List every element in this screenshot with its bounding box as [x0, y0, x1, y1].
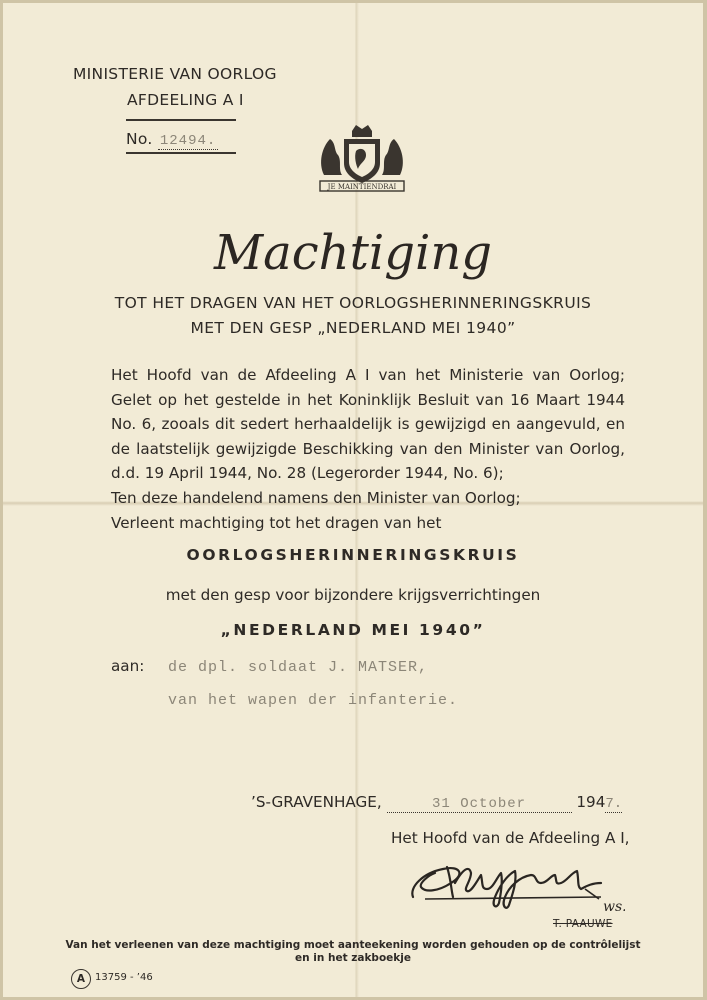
clasp-name: „NEDERLAND MEI 1940” [220, 621, 486, 639]
clasp-text: met den gesp voor bijzondere krijgsverrichtingen [165, 586, 541, 604]
recipient-label: aan: [111, 657, 145, 675]
dutch-coat-of-arms-icon [316, 125, 408, 195]
date-year-suffix: 7. [605, 796, 623, 812]
footer-line-1: Van het verleenen van deze machtiging moet aanteekening worden gehouden op de contrôlelijst [65, 939, 641, 951]
body-line: No. 6, zooals dit sedert herhaaldelijk is gewijzigd en aangevuld, en [111, 415, 625, 434]
date-place: ’S-GRAVENHAGE, [251, 793, 382, 811]
signatory-title: Het Hoofd van de Afdeeling A I, [391, 829, 630, 847]
number-value: 12494. [159, 133, 217, 149]
coat-of-arms [316, 125, 408, 195]
number-field [126, 130, 218, 149]
body-line: Verleent machtiging tot het dragen van het [111, 513, 442, 532]
body-line: d.d. 19 April 1944, No. 28 (Legerorder 1944, No. 6); [111, 464, 504, 483]
department-name: AFDEELING A I [127, 91, 244, 109]
date-year-prefix: 194 [576, 793, 606, 811]
body-text [111, 363, 625, 535]
number-label: No. [126, 130, 153, 148]
signature [405, 853, 625, 915]
header-rule-bottom [126, 152, 236, 154]
date-day-month-field [387, 793, 572, 813]
subtitle-line-1: TOT HET DRAGEN VAN HET OORLOGSHERINNERINGSKRUIS [114, 294, 592, 312]
body-line: Gelet op het gestelde in het Koninklijk Besluit van 16 Maart 1944 [111, 390, 625, 409]
award-name: OORLOGSHERINNERINGSKRUIS [186, 546, 520, 564]
handwritten-signature-icon [405, 853, 625, 915]
body-line: de laatstelijk gewijzigde Beschikking van den Minister van Oorlog, [111, 439, 625, 458]
document-page [3, 3, 703, 997]
recipient-line-1: de dpl. soldaat J. MATSER, [168, 659, 429, 676]
recipient-line-2: van het wapen der infanterie. [168, 692, 459, 709]
ministry-name: MINISTERIE VAN OORLOG [73, 65, 277, 83]
header-rule-top [126, 119, 236, 121]
motto: JE MAINTIENDRAI [327, 183, 397, 191]
body-line: Ten deze handelend namens den Minister van Oorlog; [111, 488, 521, 507]
footer-line-2: en in het zakboekje [295, 952, 411, 964]
signature-mark: ws. [603, 899, 625, 915]
print-code: 13759 - ’46 [95, 972, 153, 983]
printer-logo-icon: A [71, 969, 91, 989]
body-line: Het Hoofd van de Afdeeling A I van het Ministerie van Oorlog; [111, 366, 625, 384]
date-day-month: 31 October [432, 796, 527, 812]
subtitle-line-2: MET DEN GESP „NEDERLAND MEI 1940” [190, 319, 516, 337]
document-title: Machtiging [214, 225, 492, 281]
date-line [251, 793, 622, 813]
signatory-name: T. PAAUWE [553, 918, 613, 930]
